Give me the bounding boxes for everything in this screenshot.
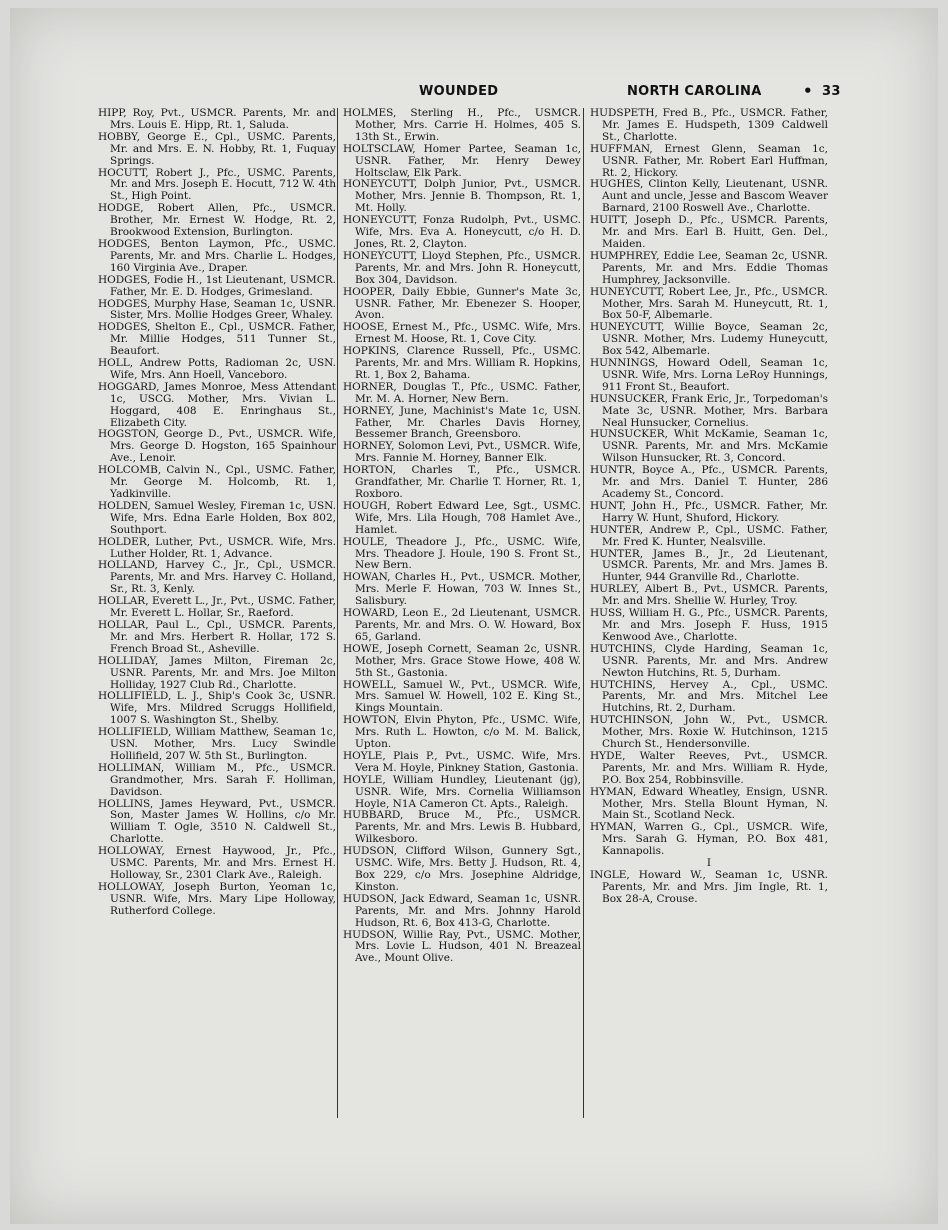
casualty-entry: HUNTR, Boyce A., Pfc., USMCR. Parents, Mr. and Mrs. Daniel T. Hunter, 286 Academy St., Concord. (590, 464, 828, 500)
casualty-entry: HOGSTON, George D., Pvt., USMCR. Wife, Mrs. George D. Hogston, 165 Spainhour Ave., Lenoir. (98, 428, 336, 465)
casualty-entry: HOLMES, Sterling H., Pfc., USMCR. Mother, Mrs. Carrie H. Holmes, 405 S. 13th St., Erwin. (343, 107, 581, 143)
casualty-entry: HOOSE, Ernest M., Pfc., USMC. Wife, Mrs. Ernest M. Hoose, Rt. 1, Cove City. (343, 321, 581, 346)
casualty-entry: HURLEY, Albert B., Pvt., USMCR. Parents, Mr. and Mrs. Shellie W. Hurley, Troy. (590, 583, 828, 608)
casualty-entry: HOWARD, Leon E., 2d Lieutenant, USMCR. Parents, Mr. and Mrs. O. W. Howard, Box 65, Garland. (343, 607, 581, 643)
casualty-entry: HOWE, Joseph Cornett, Seaman 2c, USNR. Mother, Mrs. Grace Stowe Howe, 408 W. 5th St., Gastonia. (343, 642, 581, 679)
casualty-entry: HUNSUCKER, Whit McKamie, Seaman 1c, USNR. Parents, Mr. and Mrs. McKamie Wilson Hunsucker, Rt. 3, Concord. (590, 428, 828, 465)
casualty-entry: HOLCOMB, Calvin N., Cpl., USMC. Father, Mr. George M. Holcomb, Rt. 1, Yadkinville. (98, 464, 336, 500)
casualty-entry: HONEYCUTT, Lloyd Stephen, Pfc., USMCR. Parents, Mr. and Mrs. John R. Honeycutt, Box 304, Davidson. (343, 249, 581, 286)
casualty-entry: HOYLE, William Hundley, Lieutenant (jg), USNR. Wife, Mrs. Cornelia Williamson Hoyle, N1A Cameron Ct. Apts., Raleigh. (343, 773, 581, 810)
casualty-entry: HOLDEN, Samuel Wesley, Fireman 1c, USN. Wife, Mrs. Edna Earle Holden, Box 802, Southport. (98, 499, 336, 536)
casualty-entry: HOLLAR, Paul L., Cpl., USMCR. Parents, Mr. and Mrs. Herbert R. Hollar, 172 S. French Broad St., Asheville. (98, 618, 336, 655)
casualty-entry: HIPP, Roy, Pvt., USMCR. Parents, Mr. and Mrs. Louis E. Hipp, Rt. 1, Saluda. (98, 107, 336, 131)
casualty-entry: HUTCHINSON, John W., Pvt., USMCR. Mother, Mrs. Roxie W. Hutchinson, 1215 Church St., Hendersonville. (590, 714, 828, 751)
document-page (10, 8, 938, 1224)
casualty-entry: HUFFMAN, Ernest Glenn, Seaman 1c, USNR. Father, Mr. Robert Earl Huffman, Rt. 2, Hickory. (590, 142, 828, 179)
casualty-entry: HUNSUCKER, Frank Eric, Jr., Torpedoman's Mate 3c, USNR. Mother, Mrs. Barbara Neal Hunsucker, Cornelius. (590, 392, 828, 429)
casualty-entry: HUBBARD, Bruce M., Pfc., USMCR. Parents, Mr. and Mrs. Lewis B. Hubbard, Wilkesboro. (343, 809, 581, 846)
column-3 (590, 108, 828, 906)
casualty-entry: HORTON, Charles T., Pfc., USMCR. Grandfather, Mr. Charlie T. Horner, Rt. 1, Roxboro. (343, 464, 581, 500)
casualty-entry: HODGES, Benton Laymon, Pfc., USMC. Parents, Mr. and Mrs. Charlie L. Hodges, 160 Virginia Ave., Draper. (98, 237, 336, 274)
casualty-entry: HOCUTT, Robert J., Pfc., USMC. Parents, Mr. and Mrs. Joseph E. Hocutt, 712 W. 4th St., High Point. (98, 166, 336, 203)
casualty-entry: HOPKINS, Clarence Russell, Pfc., USMC. Parents, Mr. and Mrs. William R. Hopkins, Rt. 1, Box 2, Bahama. (343, 345, 581, 381)
casualty-entry: HOLLAR, Everett L., Jr., Pvt., USMC. Father, Mr. Everett L. Hollar, Sr., Raeford. (98, 595, 336, 620)
casualty-entry: HODGES, Murphy Hase, Seaman 1c, USNR. Sister, Mrs. Mollie Hodges Greer, Whaley. (98, 297, 336, 322)
casualty-entry: HUTCHINS, Clyde Harding, Seaman 1c, USNR. Parents, Mr. and Mrs. Andrew Newton Hutchins, Rt. 5, Durham. (590, 642, 828, 679)
casualty-entry: HODGES, Shelton E., Cpl., USMCR. Father, Mr. Millie Hodges, 511 Tunner St., Beaufort. (98, 321, 336, 358)
casualty-entry: HOLDER, Luther, Pvt., USMCR. Wife, Mrs. Luther Holder, Rt. 1, Advance. (98, 535, 336, 560)
casualty-entry: HODGES, Fodie H., 1st Lieutenant, USMCR. Father, Mr. E. D. Hodges, Grimesland. (98, 273, 336, 298)
casualty-entry: HOOPER, Daily Ebbie, Gunner's Mate 3c, USNR. Father, Mr. Ebenezer S. Hooper, Avon. (343, 285, 581, 322)
casualty-entry: HUNEYCUTT, Robert Lee, Jr., Pfc., USMCR. Mother, Mrs. Sarah M. Huneycutt, Rt. 1, Box 50-F, Albemarle. (590, 285, 828, 322)
casualty-entry: HUTCHINS, Hervey A., Cpl., USMC. Parents, Mr. and Mrs. Mitchel Lee Hutchins, Rt. 2, Durham. (590, 678, 828, 715)
casualty-entry: HYMAN, Warren G., Cpl., USMCR. Wife, Mrs. Sarah G. Hyman, P.O. Box 481, Kannapolis. (590, 821, 828, 858)
casualty-entry: HUNEYCUTT, Willie Boyce, Seaman 2c, USNR. Mother, Mrs. Ludemy Huneycutt, Box 542, Albemarle. (590, 321, 828, 358)
casualty-entry: HOLTSCLAW, Homer Partee, Seaman 1c, USNR. Father, Mr. Henry Dewey Holtsclaw, Elk Park. (343, 142, 581, 179)
section-letter: I (706, 857, 712, 870)
casualty-entry: INGLE, Howard W., Seaman 1c, USNR. Parents, Mr. and Mrs. Jim Ingle, Rt. 1, Box 28-A, Crouse. (590, 869, 828, 905)
column-1 (98, 108, 336, 918)
casualty-entry: HUSS, William H. G., Pfc., USMCR. Parents, Mr. and Mrs. Joseph F. Huss, 1915 Kenwood Ave., Charlotte. (590, 607, 828, 643)
casualty-entry: HUITT, Joseph D., Pfc., USMCR. Parents, Mr. and Mrs. Earl B. Huitt, Gen. Del., Maiden. (590, 214, 828, 250)
casualty-entry: HOLLOWAY, Joseph Burton, Yeoman 1c, USNR. Wife, Mrs. Mary Lipe Holloway, Rutherford College. (98, 880, 336, 917)
casualty-entry: HYMAN, Edward Wheatley, Ensign, USNR. Mother, Mrs. Stella Blount Hyman, N. Main St., Scotland Neck. (590, 785, 828, 822)
casualty-entry: HOLLINS, James Heyward, Pvt., USMCR. Son, Master James W. Hollins, c/o Mr. William T. Ogle, 3510 N. Caldwell St., Charlotte. (98, 797, 336, 846)
casualty-entry: HUGHES, Clinton Kelly, Lieutenant, USNR. Aunt and uncle, Jesse and Bascom Weaver Barnard, 2100 Roswell Ave., Charlotte. (590, 178, 828, 215)
bullet-separator: • (803, 82, 813, 100)
casualty-entry: HYDE, Walter Reeves, Pvt., USMCR. Parents, Mr. and Mrs. William R. Hyde, P.O. Box 254, Robbinsville. (590, 749, 828, 786)
casualty-entry: HODGE, Robert Allen, Pfc., USMCR. Brother, Mr. Ernest W. Hodge, Rt. 2, Brookwood Extension, Burlington. (98, 202, 336, 239)
casualty-entry: HOLLIFIELD, William Matthew, Seaman 1c, USN. Mother, Mrs. Lucy Swindle Hollifield, 207 W. 5th St., Burlington. (98, 726, 336, 762)
state-title: NORTH CAROLINA (627, 84, 762, 99)
casualty-entry: HOYLE, Plais P., Pvt., USMC. Wife, Mrs. Vera M. Hoyle, Pinkney Station, Gastonia. (343, 749, 581, 774)
casualty-entry: HONEYCUTT, Dolph Junior, Pvt., USMCR. Mother, Mrs. Jennie B. Thompson, Rt. 1, Mt. Holly. (343, 178, 581, 215)
casualty-entry: HONEYCUTT, Fonza Rudolph, Pvt., USMC. Wife, Mrs. Eva A. Honeycutt, c/o H. D. Jones, Rt. 2, Clayton. (343, 214, 581, 250)
casualty-entry: HORNEY, Solomon Levi, Pvt., USMCR. Wife, Mrs. Fannie M. Horney, Banner Elk. (343, 440, 581, 465)
casualty-entry: HOLLAND, Harvey C., Jr., Cpl., USMCR. Parents, Mr. and Mrs. Harvey C. Holland, Sr., Rt. 3, Kenly. (98, 559, 336, 596)
casualty-entry: HUNTER, James B., Jr., 2d Lieutenant, USMCR. Parents, Mr. and Mrs. James B. Hunter, 944 Granville Rd., Charlotte. (590, 547, 828, 584)
casualty-entry: HORNEY, June, Machinist's Mate 1c, USN. Father, Mr. Charles Davis Horney, Bessemer Branch, Greensboro. (343, 404, 581, 441)
casualty-entry: HUNNINGS, Howard Odell, Seaman 1c, USNR. Wife, Mrs. Lorna LeRoy Hunnings, 911 Front St., Beaufort. (590, 357, 828, 393)
casualty-entry: HUDSON, Clifford Wilson, Gunnery Sgt., USMC. Wife, Mrs. Betty J. Hudson, Rt. 4, Box 229, c/o Mrs. Josephine Aldridge, Kinston. (343, 845, 581, 893)
casualty-entry: HOBBY, George E., Cpl., USMC. Parents, Mr. and Mrs. E. N. Hobby, Rt. 1, Fuquay Springs. (98, 130, 336, 167)
column-2 (343, 108, 581, 965)
casualty-entry: HUMPHREY, Eddie Lee, Seaman 2c, USNR. Parents, Mr. and Mrs. Eddie Thomas Humphrey, Jacksonville. (590, 249, 828, 286)
casualty-entry: HOLLOWAY, Ernest Haywood, Jr., Pfc., USMC. Parents, Mr. and Mrs. Ernest H. Holloway, Sr., 2301 Clark Ave., Raleigh. (98, 845, 336, 881)
casualty-entry: HUDSON, Willie Ray, Pvt., USMC. Mother, Mrs. Lovie L. Hudson, 401 N. Breazeal Ave., Mount Olive. (343, 928, 581, 965)
page-header (10, 84, 938, 106)
column-divider (337, 108, 338, 1118)
casualty-entry: HUDSPETH, Fred B., Pfc., USMCR. Father, Mr. James E. Hudspeth, 1309 Caldwell St., Charlotte. (590, 107, 828, 143)
casualty-entry: HOLLIDAY, James Milton, Fireman 2c, USNR. Parents, Mr. and Mrs. Joe Milton Holliday, 1927 Club Rd., Charlotte. (98, 654, 336, 691)
casualty-entry: HUNTER, Andrew P., Cpl., USMC. Father, Mr. Fred K. Hunter, Nealsville. (590, 523, 828, 548)
casualty-entry: HOLLIFIELD, L. J., Ship's Cook 3c, USNR. Wife, Mrs. Mildred Scruggs Hollifield, 1007 S. Washington St., Shelby. (98, 690, 336, 727)
casualty-entry: HOLLIMAN, William M., Pfc., USMCR. Grandmother, Mrs. Sarah F. Holliman, Davidson. (98, 761, 336, 798)
page-number: 33 (822, 84, 841, 99)
casualty-entry: HUNT, John H., Pfc., USMCR. Father, Mr. Harry W. Hunt, Shuford, Hickory. (590, 499, 828, 524)
casualty-entry: HOULE, Theadore J., Pfc., USMC. Wife, Mrs. Theadore J. Houle, 190 S. Front St., New Bern. (343, 535, 581, 572)
casualty-entry: HUDSON, Jack Edward, Seaman 1c, USNR. Parents, Mr. and Mrs. Johnny Harold Hudson, Rt. 6, Box 413-G, Charlotte. (343, 892, 581, 929)
section-title: WOUNDED (419, 84, 499, 99)
casualty-entry: HORNER, Douglas T., Pfc., USMC. Father, Mr. M. A. Horner, New Bern. (343, 380, 581, 405)
casualty-entry: HOUGH, Robert Edward Lee, Sgt., USMC. Wife, Mrs. Lila Hough, 708 Hamlet Ave., Hamlet. (343, 499, 581, 536)
casualty-entry: HOLL, Andrew Potts, Radioman 2c, USN. Wife, Mrs. Ann Hoell, Vanceboro. (98, 357, 336, 381)
casualty-entry: HOWAN, Charles H., Pvt., USMCR. Mother, Mrs. Merle F. Howan, 703 W. Innes St., Salisbury. (343, 571, 581, 608)
casualty-entry: HOGGARD, James Monroe, Mess Attendant 1c, USCG. Mother, Mrs. Vivian L. Hoggard, 408 E. Enringhaus St., Elizabeth City. (98, 380, 336, 429)
column-divider (583, 108, 584, 1118)
casualty-entry: HOWTON, Elvin Phyton, Pfc., USMC. Wife, Mrs. Ruth L. Howton, c/o M. M. Balick, Upton. (343, 714, 581, 751)
casualty-entry: HOWELL, Samuel W., Pvt., USMCR. Wife, Mrs. Samuel W. Howell, 102 E. King St., Kings Mountain. (343, 678, 581, 715)
